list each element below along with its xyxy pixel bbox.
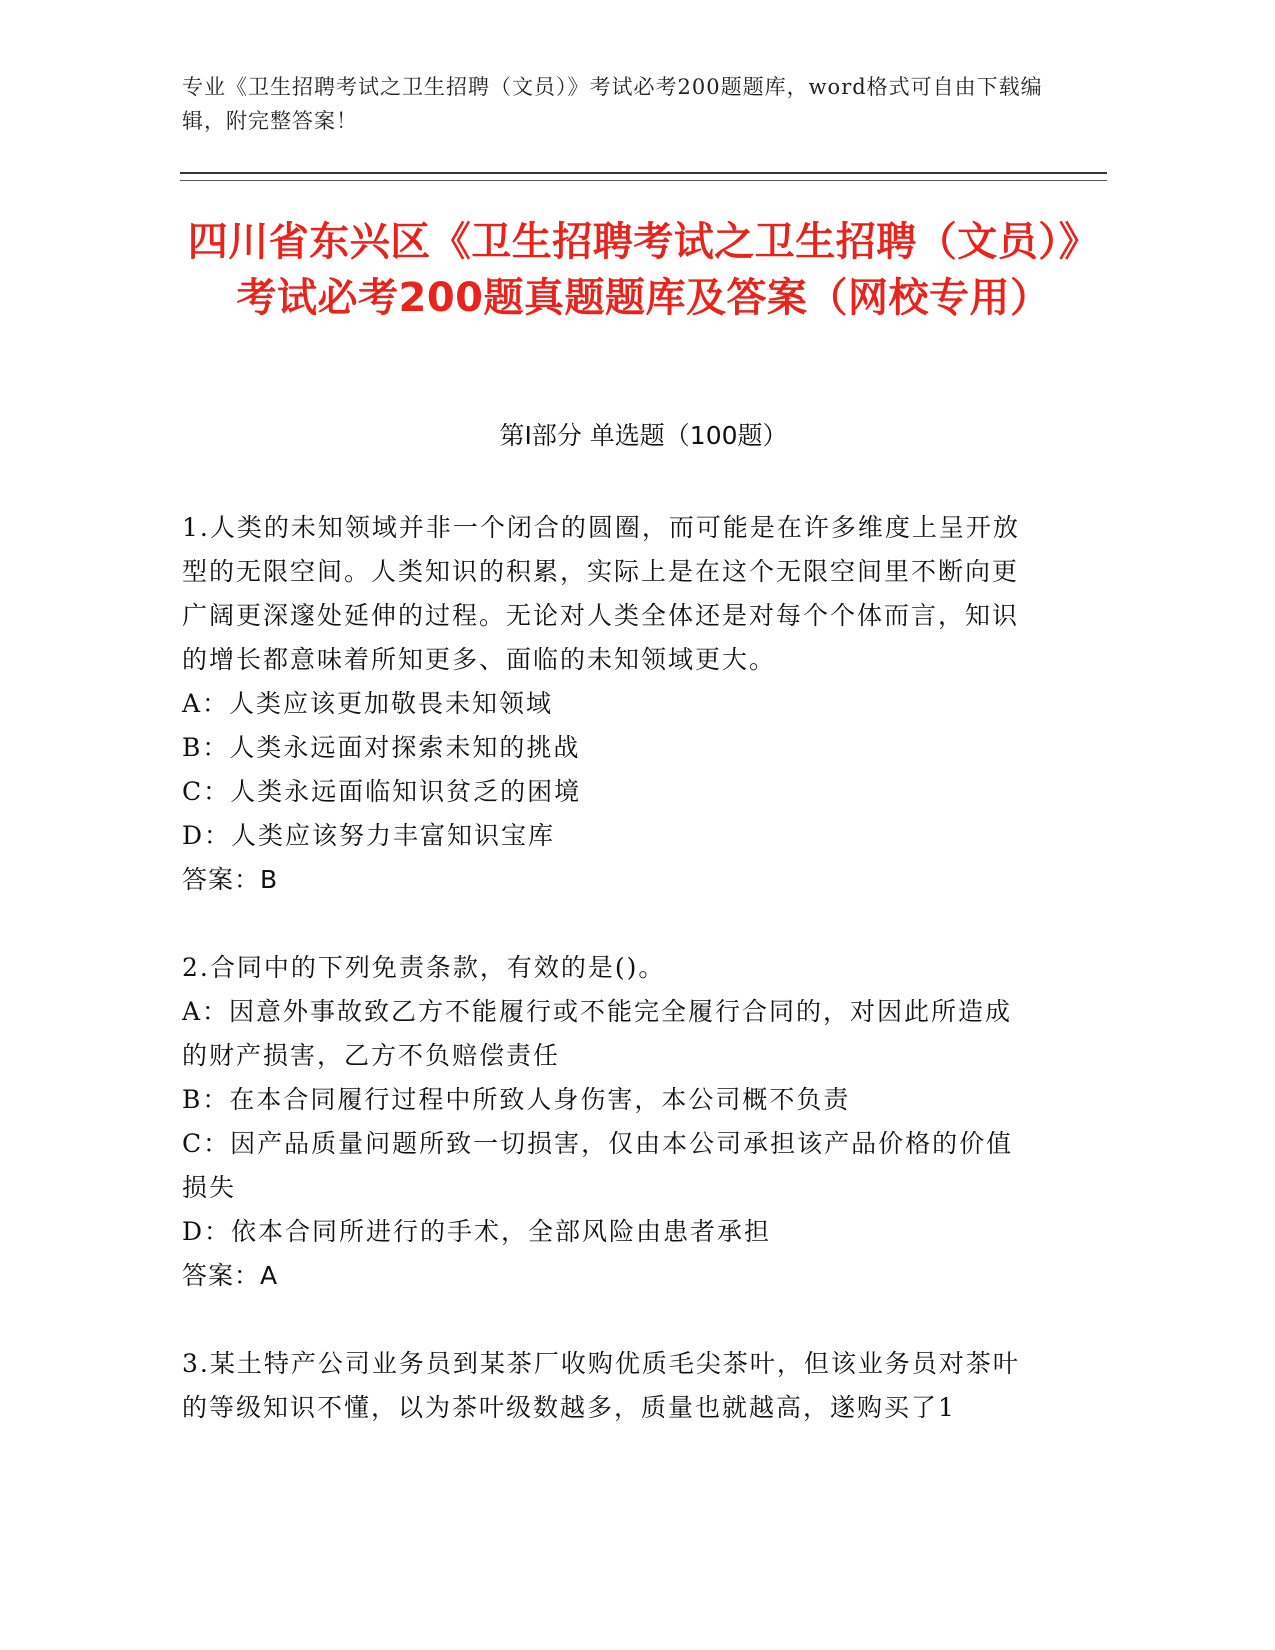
option-c: C：人类永远面临知识贫乏的困境 [182,777,582,806]
option-d: D：人类应该努力丰富知识宝库 [182,821,556,850]
question-item [182,506,1032,902]
option-a: A：因意外事故致乙方不能履行或不能完全履行合同的，对因此所造成的财产损害，乙方不负赔偿责任 [182,997,1013,1070]
answer-label: 答案：A [182,1261,279,1290]
header-note: 专业《卫生招聘考试之卫生招聘（文员）》考试必考200题题库，word格式可自由下载编辑，附完整答案！ [182,75,1043,133]
question-stem: 3.某土特产公司业务员到某茶厂收购优质毛尖茶叶，但该业务员对茶叶的等级知识不懂，以为茶叶级数越多，质量也就越高，遂购买了1 [182,1349,1020,1422]
option-a: A：人类应该更加敬畏未知领域 [182,689,554,718]
option-b: B：人类永远面对探索未知的挑战 [182,733,581,762]
question-list [182,506,1032,1474]
question-stem: 2.合同中的下列免责条款，有效的是()。 [182,953,666,982]
header-divider-thick [180,172,1107,174]
document-title: 四川省东兴区《卫生招聘考试之卫生招聘（文员）》考试必考200题真题题库及答案（网校专用） [187,219,1100,321]
section-title: 第Ⅰ部分 单选题（100题） [499,421,788,450]
answer-label: 答案：B [182,865,279,894]
question-item [182,1342,1032,1430]
option-c: C：因产品质量问题所致一切损害，仅由本公司承担该产品价格的价值损失 [182,1129,1014,1202]
question-stem: 1.人类的未知领域并非一个闭合的圆圈，而可能是在许多维度上呈开放型的无限空间。人类知识的积累，实际上是在这个无限空间里不断向更广阔更深邃处延伸的过程。无论对人类全体还是对每个个体而言，知识的增长都意味着所知更多、面临的未知领域更大。 [182,513,1020,674]
header-divider-thin [180,180,1107,181]
question-item [182,946,1032,1298]
option-b: B：在本合同履行过程中所致人身伤害，本公司概不负责 [182,1085,851,1114]
option-d: D：依本合同所进行的手术，全部风险由患者承担 [182,1217,772,1246]
